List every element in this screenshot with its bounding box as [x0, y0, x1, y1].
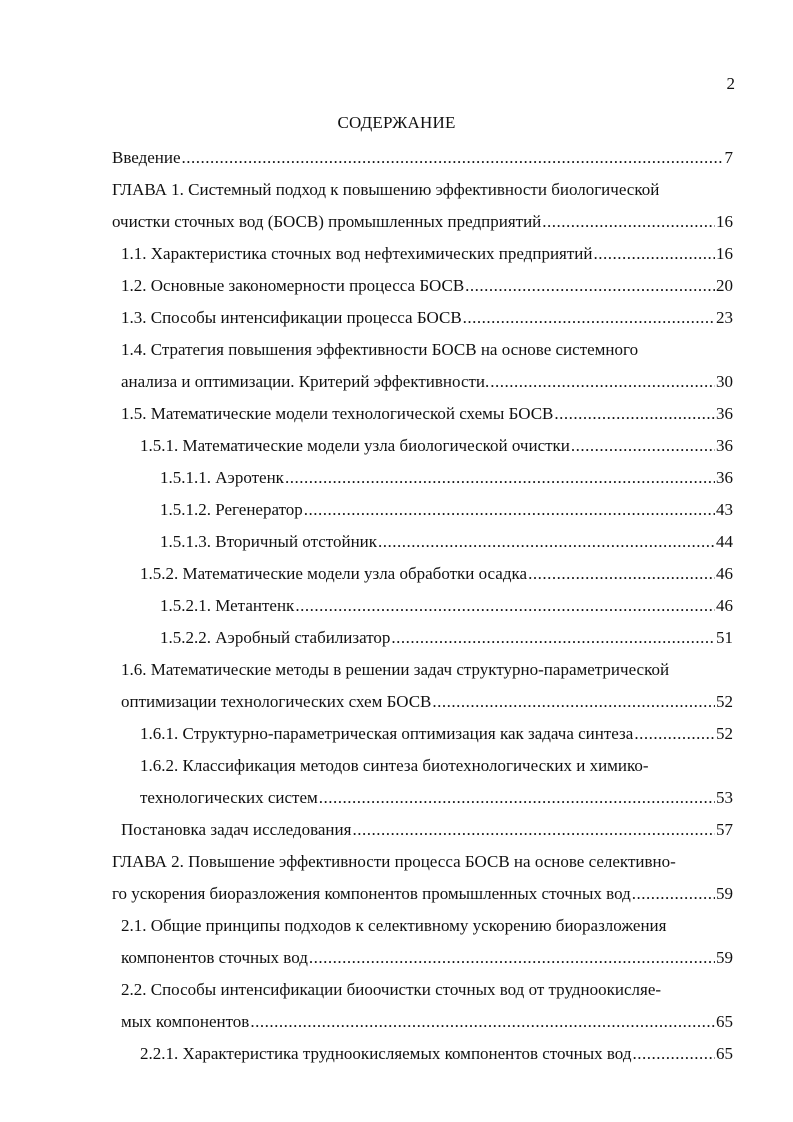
- toc-entry-text: 1.6.1. Структурно-параметрическая оптимизация как задача синтеза: [140, 724, 634, 743]
- leader-dots: [295, 590, 715, 622]
- toc-entry-text: 1.5. Математические модели технологической схемы БОСВ: [121, 404, 554, 423]
- leader-dots: [309, 942, 715, 974]
- toc-entry-2-2-line1[interactable]: [121, 974, 793, 1006]
- toc-page-number: 65: [716, 1012, 733, 1031]
- toc-entry-1-1[interactable]: [121, 238, 733, 270]
- toc-entry-text: Постановка задач исследования: [121, 820, 352, 839]
- toc-entry-1-6-1[interactable]: [140, 718, 733, 750]
- leader-dots: [632, 878, 715, 910]
- leader-dots: [594, 238, 716, 270]
- toc-page-number: 23: [716, 308, 733, 327]
- toc-page-number: 43: [716, 500, 733, 519]
- leader-dots: [391, 622, 715, 654]
- toc-entry-text: 2.2.1. Характеристика трудноокисляемых компонентов сточных вод: [140, 1044, 632, 1063]
- leader-dots: [528, 558, 715, 590]
- toc-entry-1-6-line1[interactable]: [121, 654, 793, 686]
- toc-entry-text: ГЛАВА 2. Повышение эффективности процесса БОСВ на основе селективно-: [112, 852, 676, 871]
- toc-entry-chapter-1-line2[interactable]: [112, 206, 733, 238]
- toc-page-number: 65: [716, 1044, 733, 1063]
- toc-entry-1-6-line2[interactable]: [121, 686, 733, 718]
- toc-page-number: 36: [716, 436, 733, 455]
- leader-dots: [554, 398, 715, 430]
- leader-dots: [490, 366, 715, 398]
- leader-dots: [632, 1038, 715, 1070]
- toc-entry-1-3[interactable]: [121, 302, 733, 334]
- leader-dots: [634, 718, 715, 750]
- toc-page-number: 7: [724, 148, 733, 167]
- toc-page-number: 51: [716, 628, 733, 647]
- toc-entry-1-5-2[interactable]: [140, 558, 733, 590]
- toc-page-number: 16: [716, 212, 733, 231]
- toc-entry-text: анализа и оптимизации. Критерий эффективности.: [121, 372, 490, 391]
- toc-entry-1-5-1-3[interactable]: [160, 526, 733, 558]
- toc-entry-text: 1.5.1.3. Вторичный отстойник: [160, 532, 378, 551]
- toc-page-number: 46: [716, 564, 733, 583]
- toc-page-number: 30: [716, 372, 733, 391]
- toc-entry-text: компонентов сточных вод: [121, 948, 308, 967]
- toc-page-number: 44: [716, 532, 733, 551]
- page-title: СОДЕРЖАНИЕ: [337, 113, 456, 132]
- toc-entry-text: 1.6.2. Классификация методов синтеза биотехнологических и химико-: [140, 756, 649, 775]
- toc-page-number: 53: [716, 788, 733, 807]
- leader-dots: [432, 686, 715, 718]
- toc-entry-text: 1.1. Характеристика сточных вод нефтехимических предприятий: [121, 244, 593, 263]
- toc-entry-text: 1.5.2.2. Аэробный стабилизатор: [160, 628, 391, 647]
- toc-entry-text: технологических систем: [140, 788, 318, 807]
- leader-dots: [250, 1006, 715, 1038]
- toc-entry-1-2[interactable]: [121, 270, 733, 302]
- toc-entry-2-1-line1[interactable]: [121, 910, 793, 942]
- toc-entry-text: мых компонентов: [121, 1012, 250, 1031]
- leader-dots: [542, 206, 715, 238]
- leader-dots: [378, 526, 715, 558]
- leader-dots: [182, 142, 724, 174]
- toc-entry-1-6-2-line1[interactable]: [140, 750, 793, 782]
- leader-dots: [352, 814, 715, 846]
- toc-entry-1-4-line1[interactable]: [121, 334, 793, 366]
- toc-entry-introduction[interactable]: [112, 142, 733, 174]
- toc-entry-2-2-line2[interactable]: [121, 1006, 733, 1038]
- toc-entry-problem-statement[interactable]: [121, 814, 733, 846]
- toc-entry-chapter-2-line1[interactable]: [112, 846, 793, 878]
- leader-dots: [285, 462, 715, 494]
- toc-entry-text: 1.5.1.2. Регенератор: [160, 500, 303, 519]
- toc-entry-text: 1.5.1. Математические модели узла биологической очистки: [140, 436, 570, 455]
- toc-entry-1-5-2-1[interactable]: [160, 590, 733, 622]
- toc-page-number: 36: [716, 404, 733, 423]
- toc-entry-1-5[interactable]: [121, 398, 733, 430]
- toc-entry-text: го ускорения биоразложения компонентов промышленных сточных вод: [112, 884, 631, 903]
- toc-entry-text: ГЛАВА 1. Системный подход к повышению эффективности биологической: [112, 180, 660, 199]
- toc-entry-text: очистки сточных вод (БОСВ) промышленных предприятий: [112, 212, 542, 231]
- toc-page-number: 59: [716, 884, 733, 903]
- toc-page-number: 59: [716, 948, 733, 967]
- toc-entry-1-5-1-2[interactable]: [160, 494, 733, 526]
- table-of-contents: [0, 142, 793, 1070]
- toc-entry-text: Введение: [112, 148, 181, 167]
- toc-page-number: 52: [716, 724, 733, 743]
- toc-entry-text: 2.1. Общие принципы подходов к селективному ускорению биоразложения: [121, 916, 667, 935]
- toc-entry-chapter-2-line2[interactable]: [112, 878, 733, 910]
- toc-entry-text: оптимизации технологических схем БОСВ: [121, 692, 432, 711]
- toc-entry-text: 1.4. Стратегия повышения эффективности БОСВ на основе системного: [121, 340, 639, 359]
- toc-page-number: 20: [716, 276, 733, 295]
- leader-dots: [463, 302, 715, 334]
- toc-entry-1-5-1-1[interactable]: [160, 462, 733, 494]
- toc-page-number: 36: [716, 468, 733, 487]
- toc-entry-text: 1.5.1.1. Аэротенк: [160, 468, 284, 487]
- toc-entry-1-4-line2[interactable]: [121, 366, 733, 398]
- toc-entry-text: 1.5.2. Математические модели узла обработки осадка: [140, 564, 528, 583]
- toc-entry-text: 1.3. Способы интенсификации процесса БОСВ: [121, 308, 462, 327]
- toc-entry-chapter-1-line1[interactable]: [112, 174, 793, 206]
- toc-entry-text: 2.2. Способы интенсификации биоочистки сточных вод от трудноокисляе-: [121, 980, 662, 999]
- toc-entry-text: 1.5.2.1. Метантенк: [160, 596, 295, 615]
- toc-entry-2-1-line2[interactable]: [121, 942, 733, 974]
- leader-dots: [304, 494, 715, 526]
- leader-dots: [571, 430, 715, 462]
- page-number: 2: [726, 74, 735, 93]
- toc-entry-1-5-2-2[interactable]: [160, 622, 733, 654]
- toc-entry-1-5-1[interactable]: [140, 430, 733, 462]
- toc-page-number: 57: [716, 820, 733, 839]
- toc-page-number: 46: [716, 596, 733, 615]
- toc-entry-text: 1.2. Основные закономерности процесса БОСВ: [121, 276, 465, 295]
- toc-page-number: 16: [716, 244, 733, 263]
- toc-entry-1-6-2-line2[interactable]: [140, 782, 733, 814]
- toc-entry-2-2-1[interactable]: [140, 1038, 733, 1070]
- leader-dots: [319, 782, 715, 814]
- leader-dots: [465, 270, 715, 302]
- toc-entry-text: 1.6. Математические методы в решении задач структурно-параметрической: [121, 660, 670, 679]
- toc-page-number: 52: [716, 692, 733, 711]
